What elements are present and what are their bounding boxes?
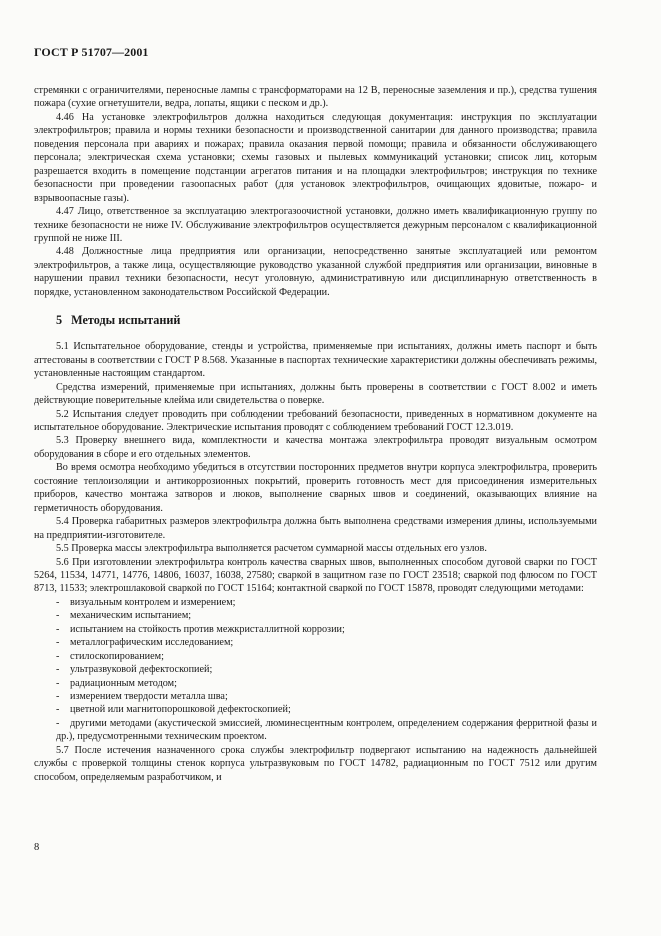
paragraph: 5.4 Проверка габаритных размеров электрофильтра должна быть выполнена средствами измерения длины, используемыми на предприятии-изготовителе. <box>34 516 597 541</box>
list-item-text: стилоскопированием; <box>70 650 164 662</box>
list-item <box>34 717 597 744</box>
paragraph: 5.5 Проверка массы электрофильтра выполняется расчетом суммарной массы отдельных его узлов. <box>56 543 487 555</box>
final-paragraphs <box>34 744 597 784</box>
standard-header: ГОСТ Р 51707—2001 <box>34 45 149 59</box>
list-item-text: цветной или магнитопорошковой дефектоскопией; <box>70 704 291 716</box>
list-item-text: испытанием на стойкость против межкристаллитной коррозии; <box>70 623 345 635</box>
paragraph: 4.46 На установке электрофильтров должна находиться следующая документация: инструкция по эксплуатации электрофильтров; правила и нормы техники безопасности и производственной санитарии для данного производства; правила поведения персонала при авариях и пожарах; правила оказания первой помощи; правила и обязанности обслуживающего персонала; электрическая схема установки; схемы газовых и пылевых коммуникаций установки; список лиц, которым разрешается входить в помещение подстанции агрегатов питания и на площадки электрофильтров; инструкция по технике безопасности при проведении газоопасных работ (для установок электрофильтров, очищающих ядовитые, пожаро- и взрывоопасные газы). <box>34 111 597 204</box>
list-item <box>34 690 597 703</box>
list-item <box>34 609 597 622</box>
paragraph: 4.48 Должностные лица предприятия или организации, непосредственно занятые эксплуатацией или ремонтом электрофильтров, а также лица, осуществляющие руководство указанной службой предприятия или организации, виновные в нарушении правил техники безопасности, несут уголовную, административную или дисциплинарную ответственность в порядке, установленном законодательством Российской Федерации. <box>34 246 597 298</box>
list-item-text: механическим испытанием; <box>70 610 192 622</box>
list-item-text: другими методами (акустической эмиссией, люминесцентным контролем, определением содержания ферритной фазы и др.), предусмотренными техническим проектом. <box>56 717 597 743</box>
list-item <box>34 596 597 609</box>
list-item <box>34 677 597 690</box>
list-item <box>34 703 597 716</box>
list-dash: - <box>56 650 60 662</box>
paragraph: 5.1 Испытательное оборудование, стенды и устройства, применяемые при испытаниях, должны иметь паспорт и быть аттестованы в соответствии с ГОСТ Р 8.568. Указанные в паспортах технические характеристики должны обеспечивать режимы, установленные настоящим стандартом. <box>34 341 597 380</box>
list-item-text: металлографическим исследованием; <box>70 637 234 649</box>
document-body <box>34 84 597 784</box>
list-dash: - <box>56 704 60 716</box>
list-item <box>34 636 597 649</box>
list-item <box>34 650 597 663</box>
paragraph: 4.47 Лицо, ответственное за эксплуатацию электрогазоочистной установки, должно иметь квалификационную группу по технике безопасности не ниже IV. Обслуживание электрофильтров осуществляется дежурным персоналом с квалификационной группой не ниже III. <box>34 206 597 244</box>
list-dash: - <box>56 637 60 649</box>
paragraph: 5.2 Испытания следует проводить при соблюдении требований безопасности, приведенных в нормативном документе на испытательное оборудование. Электрические испытания проводят с соблюдением требований ГОСТ 12.3.019. <box>34 408 597 433</box>
section-number: 5 <box>56 313 63 328</box>
list-dash: - <box>56 610 60 622</box>
paragraph: 5.6 При изготовлении электрофильтра контроль качества сварных швов, выполненных способом дуговой сварки по ГОСТ 5264, 11534, 14771, 14776, 14806, 16037, 16038, 27580; сваркой в защитном газе по ГОСТ 23518; сваркой под флюсом по ГОСТ 8713, 11533; электрошлаковой сваркой по ГОСТ 15164; контактной сваркой по ГОСТ 15878, проводят следующими методами: <box>34 556 597 595</box>
section-paragraphs <box>34 340 597 596</box>
list-item <box>34 623 597 636</box>
list-dash: - <box>56 596 60 608</box>
paragraph: Средства измерений, применяемые при испытаниях, должны быть проверены в соответствии с ГОСТ 8.002 и иметь действующие поверительные клейма или свидетельства о поверке. <box>34 381 597 407</box>
section-heading <box>56 313 597 328</box>
paragraph: 5.7 После истечения назначенного срока службы электрофильтр подвергают испытанию на надежность дальнейшей службы с проверкой толщины стенок корпуса ультразвуковым по ГОСТ 14782, радиационным по ГОСТ 7512 или другим способом, определяемым разработчиком, и <box>34 744 597 783</box>
methods-list <box>34 596 597 744</box>
section-title: Методы испытаний <box>71 313 181 328</box>
list-dash: - <box>56 664 60 676</box>
list-item <box>34 663 597 676</box>
list-item-text: измерением твердости металла шва; <box>70 691 228 703</box>
page-number: 8 <box>34 842 40 853</box>
list-dash: - <box>56 717 60 729</box>
list-dash: - <box>56 677 60 689</box>
list-dash: - <box>56 691 60 703</box>
paragraph: 5.3 Проверку внешнего вида, комплектности и качества монтажа электрофильтра проводят визуальным осмотром оборудования в сборе и его отдельных элементов. <box>34 435 597 460</box>
list-item-text: ультразвуковой дефектоскопией; <box>70 664 213 676</box>
paragraph: стремянки с ограничителями, переносные лампы с трансформаторами на 12 В, переносные заземления и пр.), средства тушения пожара (сухие огнетушители, ведра, лопаты, ящики с песком и др.). <box>34 85 597 110</box>
list-dash: - <box>56 623 60 635</box>
top-paragraphs <box>34 84 597 299</box>
list-item-text: визуальным контролем и измерением; <box>70 596 236 608</box>
paragraph: Во время осмотра необходимо убедиться в отсутствии посторонних предметов внутри корпуса электрофильтра, проверить состояние теплоизоляции и антикоррозионных покрытий, проверить готовность мест для присоединения измерительных приборов, качество монтажа затворов и люков, выполнение сварных швов и соединений, оказывающих влияние на герметичность оборудования. <box>34 462 597 514</box>
list-item-text: радиационным методом; <box>70 677 177 689</box>
